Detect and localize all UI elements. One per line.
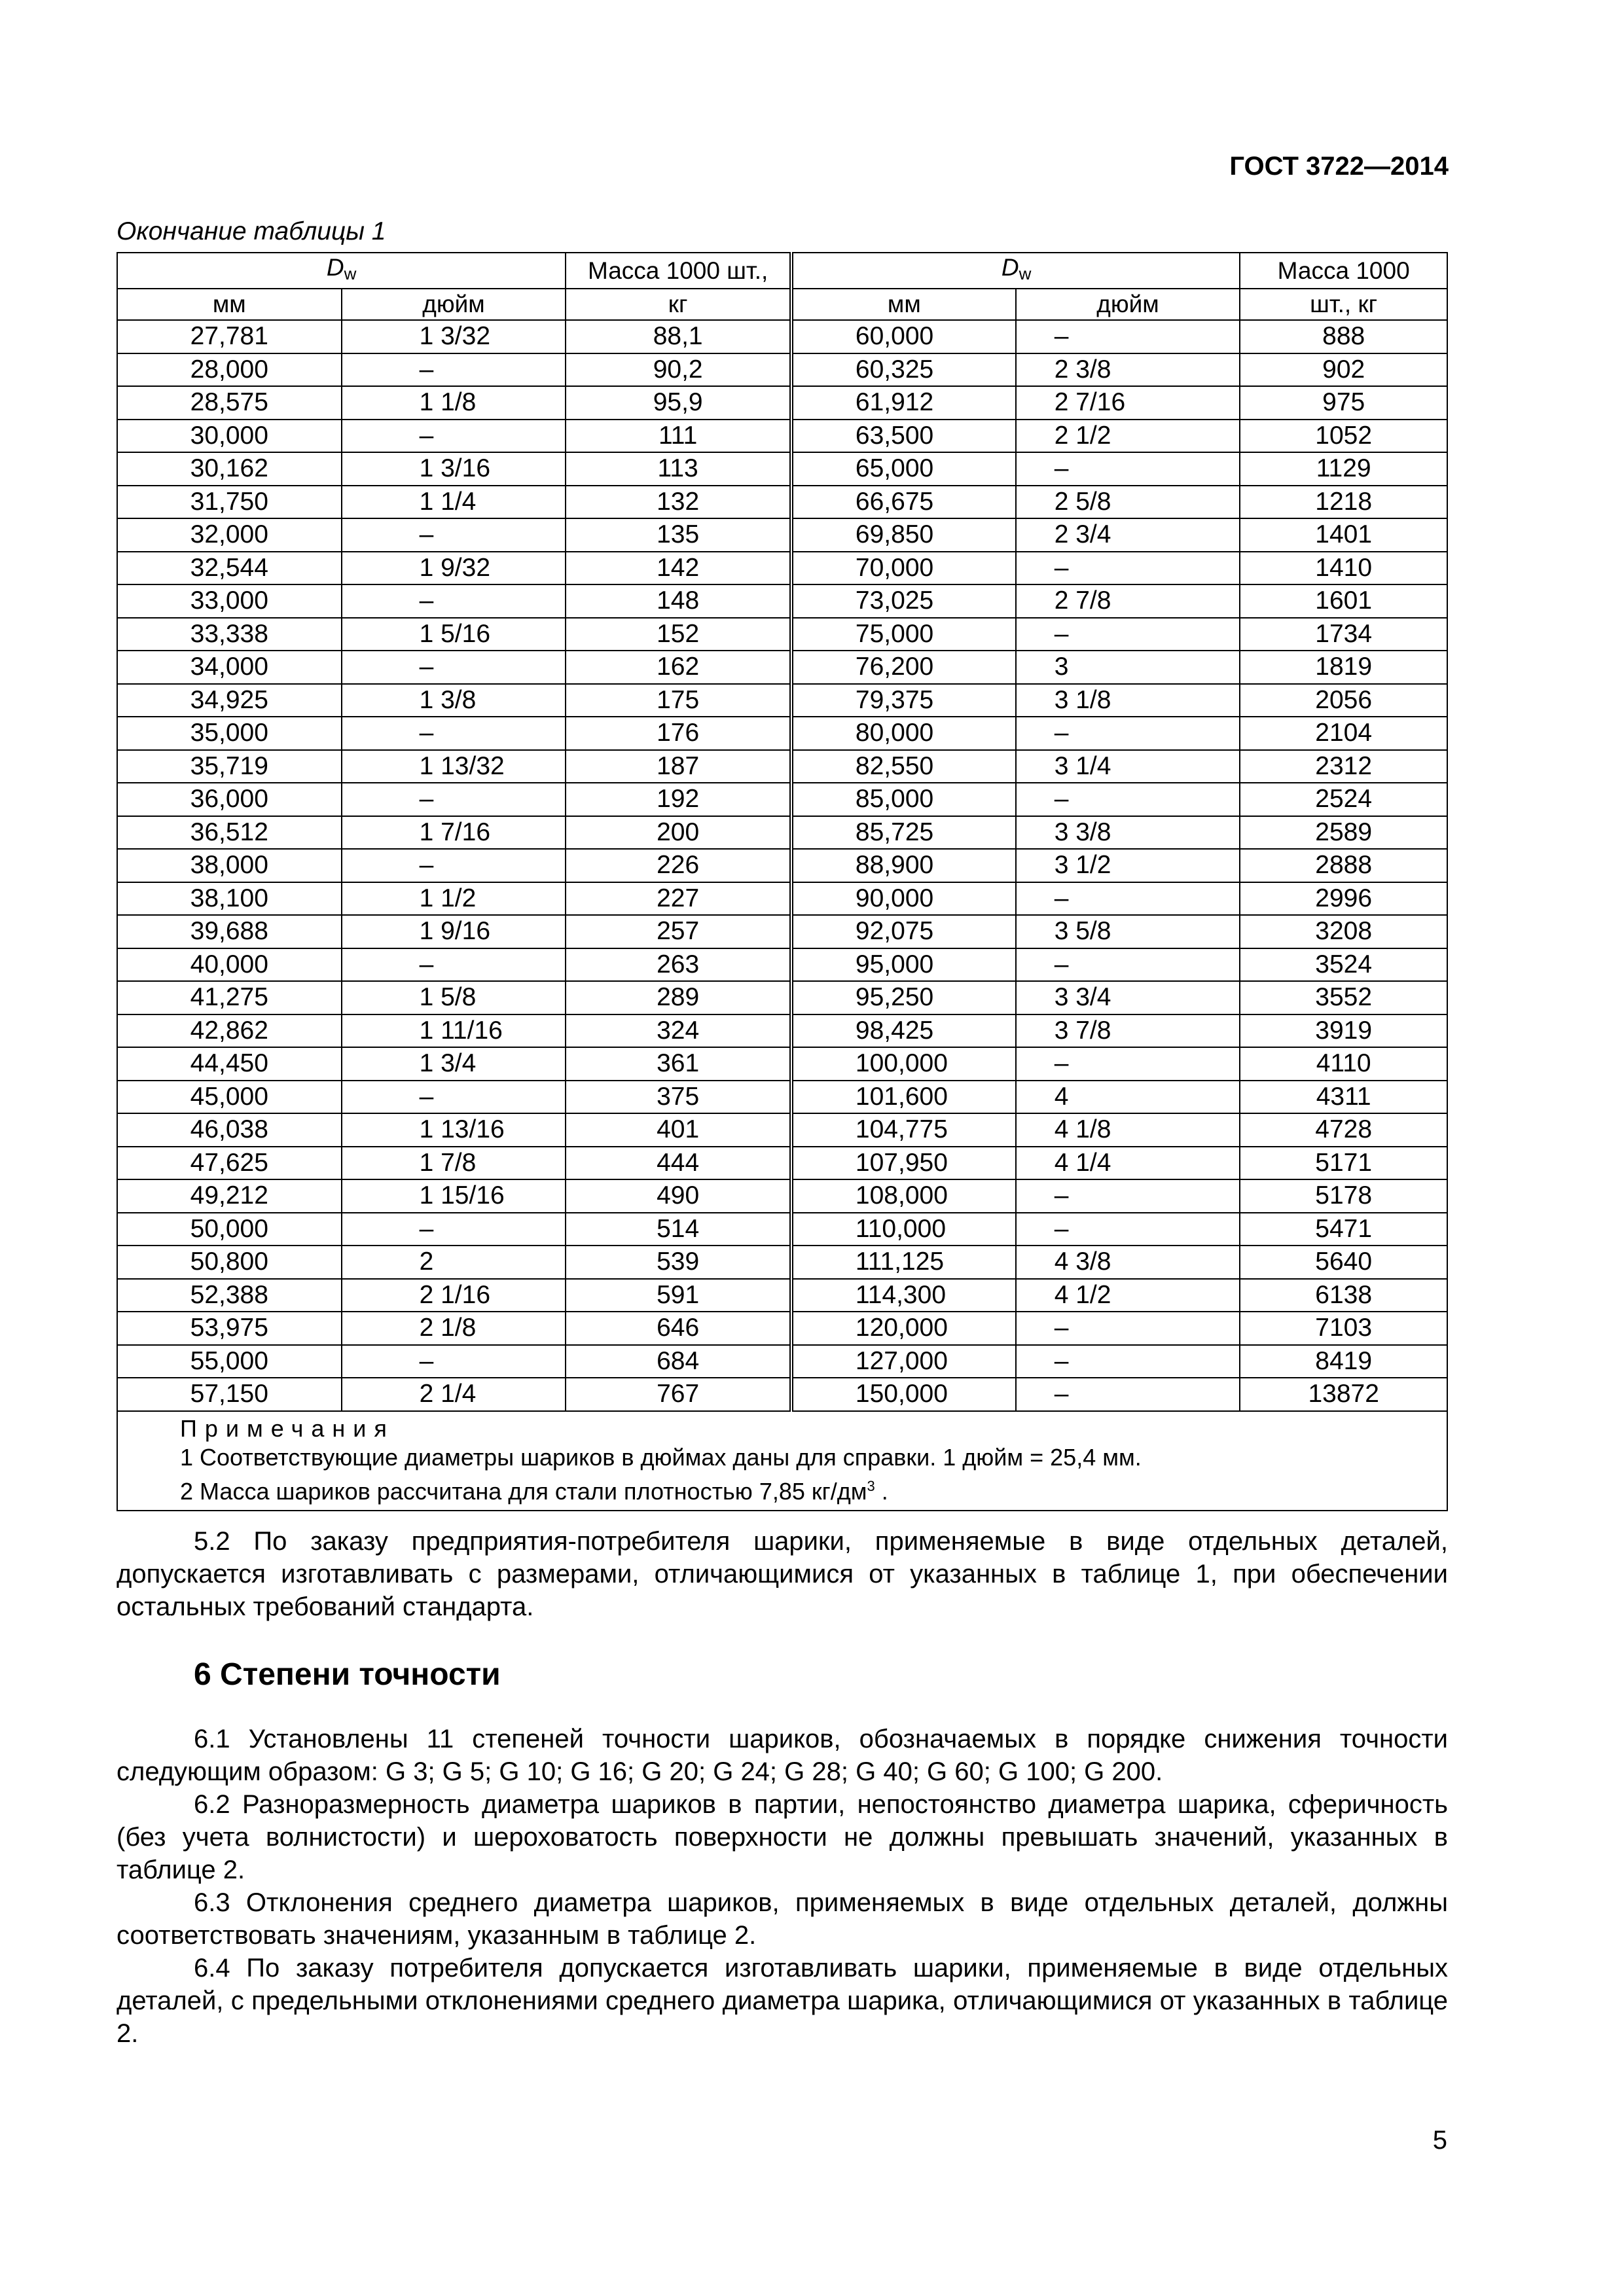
table-cell: 70,000 <box>791 552 1016 585</box>
table-cell: 60,325 <box>791 353 1016 387</box>
table-cell: 2312 <box>1240 750 1447 783</box>
table-cell: – <box>1016 320 1240 353</box>
table-cell: 63,500 <box>791 420 1016 453</box>
table-cell: 32,000 <box>117 518 342 552</box>
table-row <box>117 518 1447 552</box>
table-cell: – <box>1016 717 1240 750</box>
table-cell: – <box>342 518 566 552</box>
header-mass-left: Масса 1000 шт., <box>566 253 791 289</box>
table-caption: Окончание таблицы 1 <box>117 217 386 245</box>
table-cell: 98,425 <box>791 1014 1016 1048</box>
table-cell: 120,000 <box>791 1312 1016 1345</box>
table-cell: – <box>342 1213 566 1246</box>
header-mass-right: Масса 1000 <box>1240 253 1447 289</box>
table-cell: 3 5/8 <box>1016 915 1240 948</box>
table-cell: 34,925 <box>117 684 342 717</box>
table-cell: 4 1/4 <box>1016 1147 1240 1180</box>
table-row <box>117 1312 1447 1345</box>
notes-title: Примечания <box>180 1414 395 1442</box>
table-row <box>117 981 1447 1014</box>
table-cell: 33,338 <box>117 618 342 651</box>
table-cell: 104,775 <box>791 1113 1016 1147</box>
table-cell: 1410 <box>1240 552 1447 585</box>
table-cell: 80,000 <box>791 717 1016 750</box>
table-cell: 175 <box>566 684 791 717</box>
table-cell: 41,275 <box>117 981 342 1014</box>
table-cell: 289 <box>566 981 791 1014</box>
table-cell: 2 3/8 <box>1016 353 1240 387</box>
table-cell: 57,150 <box>117 1378 342 1411</box>
table-row <box>117 750 1447 783</box>
table-cell: 32,544 <box>117 552 342 585</box>
table-row <box>117 1014 1447 1048</box>
table-cell: 88,900 <box>791 849 1016 882</box>
table-row <box>117 1179 1447 1213</box>
table-cell: 1 9/16 <box>342 915 566 948</box>
table-cell: 44,450 <box>117 1047 342 1081</box>
paragraph-6-4: 6.4 По заказу потребителя допускается изготавливать шарики, применяемые в виде отдельных деталей, с предельными отклонениями среднего диаметра шарика, отличающимися от указанных в таблице 2. <box>117 1954 1448 2048</box>
page-number: 5 <box>1432 2126 1447 2155</box>
table-row <box>117 1113 1447 1147</box>
table-cell: 30,162 <box>117 452 342 486</box>
table-cell: 1 1/2 <box>342 882 566 916</box>
table-cell: 1 3/4 <box>342 1047 566 1081</box>
table-cell: 49,212 <box>117 1179 342 1213</box>
table-cell: 50,800 <box>117 1246 342 1279</box>
table-cell: 111 <box>566 420 791 453</box>
table-cell: 192 <box>566 783 791 816</box>
table-cell: – <box>342 651 566 684</box>
table-cell: 4110 <box>1240 1047 1447 1081</box>
table-cell: 1 7/16 <box>342 816 566 850</box>
table-cell: 2104 <box>1240 717 1447 750</box>
table-cell: 2 1/16 <box>342 1279 566 1312</box>
table-row <box>117 486 1447 519</box>
table-cell: 3 3/4 <box>1016 981 1240 1014</box>
table-row <box>117 783 1447 816</box>
table-cell: 108,000 <box>791 1179 1016 1213</box>
table-row <box>117 684 1447 717</box>
table-cell: – <box>342 783 566 816</box>
table-cell: 3 1/4 <box>1016 750 1240 783</box>
table-cell: 3552 <box>1240 981 1447 1014</box>
table-cell: 3524 <box>1240 948 1447 982</box>
table-cell: 539 <box>566 1246 791 1279</box>
table-cell: 1 13/32 <box>342 750 566 783</box>
table-cell: 52,388 <box>117 1279 342 1312</box>
table-cell: 5178 <box>1240 1179 1447 1213</box>
table-row <box>117 452 1447 486</box>
header-mm-right: мм <box>791 289 1016 320</box>
table-body <box>117 253 1447 1411</box>
table-cell: 28,000 <box>117 353 342 387</box>
table-cell: 73,025 <box>791 584 1016 618</box>
table-cell: 1 13/16 <box>342 1113 566 1147</box>
table-cell: – <box>1016 1312 1240 1345</box>
table-cell: 5171 <box>1240 1147 1447 1180</box>
table-cell: 127,000 <box>791 1345 1016 1378</box>
table-cell: 65,000 <box>791 452 1016 486</box>
table-row <box>117 717 1447 750</box>
table-cell: 30,000 <box>117 420 342 453</box>
table-cell: – <box>1016 452 1240 486</box>
table-cell: 2 7/16 <box>1016 386 1240 420</box>
table-cell: 2 1/2 <box>1016 420 1240 453</box>
table-cell: 2056 <box>1240 684 1447 717</box>
table-cell: 263 <box>566 948 791 982</box>
header-dw-right: $D_w$ <box>791 253 1240 289</box>
table-row <box>117 584 1447 618</box>
table-cell: 27,781 <box>117 320 342 353</box>
table-cell: 324 <box>566 1014 791 1048</box>
table-row <box>117 651 1447 684</box>
table-cell: 1 11/16 <box>342 1014 566 1048</box>
table-cell: 4 <box>1016 1081 1240 1114</box>
table-cell: 1 1/8 <box>342 386 566 420</box>
ball-mass-table <box>117 252 1448 1511</box>
table-cell: 1 5/16 <box>342 618 566 651</box>
section-6-title: 6 Степени точности <box>194 1657 501 1692</box>
header-dw-left: $D_w$ <box>117 253 566 289</box>
table-cell: 101,600 <box>791 1081 1016 1114</box>
table-cell: 1052 <box>1240 420 1447 453</box>
table-cell: 444 <box>566 1147 791 1180</box>
table-cell: 95,000 <box>791 948 1016 982</box>
table-cell: 42,862 <box>117 1014 342 1048</box>
table-cell: 1601 <box>1240 584 1447 618</box>
table-cell: 162 <box>566 651 791 684</box>
table-cell: 28,575 <box>117 386 342 420</box>
table-cell: 490 <box>566 1179 791 1213</box>
header-mm-left: мм <box>117 289 342 320</box>
table-cell: 45,000 <box>117 1081 342 1114</box>
table-cell: 66,675 <box>791 486 1016 519</box>
table-cell: 114,300 <box>791 1279 1016 1312</box>
table-cell: 1 15/16 <box>342 1179 566 1213</box>
header-mass-right-unit: шт., кг <box>1240 289 1447 320</box>
table-cell: 82,550 <box>791 750 1016 783</box>
table-cell: 88,1 <box>566 320 791 353</box>
table-cell: – <box>1016 1345 1240 1378</box>
table-cell: 1 3/16 <box>342 452 566 486</box>
table-row <box>117 1081 1447 1114</box>
table-cell: 2 7/8 <box>1016 584 1240 618</box>
table-cell: – <box>1016 1378 1240 1411</box>
table-cell: 95,250 <box>791 981 1016 1014</box>
table-cell: 95,9 <box>566 386 791 420</box>
table-cell: 3919 <box>1240 1014 1447 1048</box>
section-6-body <box>117 1723 1448 2050</box>
table-cell: 4728 <box>1240 1113 1447 1147</box>
table-cell: 113 <box>566 452 791 486</box>
table-cell: 1 7/8 <box>342 1147 566 1180</box>
table-cell: 6138 <box>1240 1279 1447 1312</box>
table-cell: 38,000 <box>117 849 342 882</box>
table-cell: 975 <box>1240 386 1447 420</box>
table-cell: 142 <box>566 552 791 585</box>
table-row <box>117 320 1447 353</box>
table-cell: 3208 <box>1240 915 1447 948</box>
table-notes-row <box>117 1411 1447 1511</box>
table-cell: 47,625 <box>117 1147 342 1180</box>
table-cell: 38,100 <box>117 882 342 916</box>
table-cell: 2 3/4 <box>1016 518 1240 552</box>
table-cell: 46,038 <box>117 1113 342 1147</box>
table-cell: 36,000 <box>117 783 342 816</box>
table-cell: 79,375 <box>791 684 1016 717</box>
table-row <box>117 1047 1447 1081</box>
table-cell: 85,000 <box>791 783 1016 816</box>
table-cell: – <box>342 420 566 453</box>
table-cell: – <box>1016 618 1240 651</box>
table-cell: 76,200 <box>791 651 1016 684</box>
table-cell: 50,000 <box>117 1213 342 1246</box>
table-cell: – <box>1016 1213 1240 1246</box>
table-cell: 2589 <box>1240 816 1447 850</box>
table-header-row-2 <box>117 289 1447 320</box>
table-cell: – <box>1016 1179 1240 1213</box>
table-row <box>117 386 1447 420</box>
table-cell: 5640 <box>1240 1246 1447 1279</box>
table-cell: – <box>342 948 566 982</box>
table-cell: 1 5/8 <box>342 981 566 1014</box>
table-cell: 2 1/8 <box>342 1312 566 1345</box>
table-cell: 5471 <box>1240 1213 1447 1246</box>
paragraph-6-2: 6.2 Разноразмерность диаметра шариков в партии, непостоянство диаметра шарика, сферичность (без учета волнистости) и шероховатость поверхности не должны превышать значений, указанных в таблице 2. <box>117 1790 1448 1884</box>
table-cell: 69,850 <box>791 518 1016 552</box>
table-cell: 226 <box>566 849 791 882</box>
table-cell: 3 1/8 <box>1016 684 1240 717</box>
table-cell: – <box>342 1081 566 1114</box>
table-cell: 2996 <box>1240 882 1447 916</box>
table-cell: 4 3/8 <box>1016 1246 1240 1279</box>
note-2: 2 Масса шариков рассчитана для стали плотностью 7,85 $кг/дм^3$ . <box>180 1477 888 1505</box>
table-cell: 888 <box>1240 320 1447 353</box>
table-row <box>117 816 1447 850</box>
table-row <box>117 1147 1447 1180</box>
table-cell: 2 5/8 <box>1016 486 1240 519</box>
table-cell: 3 <box>1016 651 1240 684</box>
table-cell: 111,125 <box>791 1246 1016 1279</box>
table-cell: 2 1/4 <box>342 1378 566 1411</box>
table-cell: 3 1/2 <box>1016 849 1240 882</box>
table-cell: 200 <box>566 816 791 850</box>
table-cell: 1 1/4 <box>342 486 566 519</box>
table-row <box>117 882 1447 916</box>
table-cell: 13872 <box>1240 1378 1447 1411</box>
table-cell: 100,000 <box>791 1047 1016 1081</box>
table-row <box>117 849 1447 882</box>
table-cell: 401 <box>566 1113 791 1147</box>
table-cell: 3 3/8 <box>1016 816 1240 850</box>
table-row <box>117 1246 1447 1279</box>
table-cell: 61,912 <box>791 386 1016 420</box>
table-cell: 1129 <box>1240 452 1447 486</box>
table-cell: 1819 <box>1240 651 1447 684</box>
table-cell: 135 <box>566 518 791 552</box>
table-row <box>117 618 1447 651</box>
table-cell: 92,075 <box>791 915 1016 948</box>
table-cell: 591 <box>566 1279 791 1312</box>
table-cell: 176 <box>566 717 791 750</box>
table-cell: 1401 <box>1240 518 1447 552</box>
table-cell: 4 1/2 <box>1016 1279 1240 1312</box>
table-cell: 2888 <box>1240 849 1447 882</box>
table-cell: 31,750 <box>117 486 342 519</box>
table-cell: – <box>342 584 566 618</box>
table-cell: 85,725 <box>791 816 1016 850</box>
table-cell: 40,000 <box>117 948 342 982</box>
table-cell: 107,950 <box>791 1147 1016 1180</box>
paragraph-5-2: 5.2 По заказу предприятия-потребителя шарики, применяемые в виде отдельных деталей, допускается изготавливать с размерами, отличающимися от указанных в таблице 1, при обеспечении остальных требований стандарта. <box>117 1527 1448 1621</box>
paragraph-6-1: 6.1 Установлены 11 степеней точности шариков, обозначаемых в порядке снижения точности следующим образом: G 3; G 5; G 10; G 16; G 20; G 24; G 28; G 40; G 60; G 100; G 200. <box>117 1725 1448 1786</box>
table-cell: 767 <box>566 1378 791 1411</box>
table-cell: – <box>1016 783 1240 816</box>
table-cell: – <box>342 1345 566 1378</box>
table-row <box>117 1378 1447 1411</box>
table-cell: 33,000 <box>117 584 342 618</box>
table-row <box>117 420 1447 453</box>
table-cell: 361 <box>566 1047 791 1081</box>
table-cell: 1 9/32 <box>342 552 566 585</box>
table-cell: 150,000 <box>791 1378 1016 1411</box>
table-cell: 34,000 <box>117 651 342 684</box>
table-cell: 39,688 <box>117 915 342 948</box>
table-row <box>117 1279 1447 1312</box>
table-row <box>117 552 1447 585</box>
table-cell: – <box>1016 552 1240 585</box>
table-cell: 187 <box>566 750 791 783</box>
paragraph-6-3: 6.3 Отклонения среднего диаметра шариков, применяемых в виде отдельных деталей, должны соответствовать значениям, указанным в таблице 2. <box>117 1888 1448 1950</box>
table-cell: 36,512 <box>117 816 342 850</box>
table-cell: 7103 <box>1240 1312 1447 1345</box>
table-cell: 1 3/8 <box>342 684 566 717</box>
table-cell: 60,000 <box>791 320 1016 353</box>
table-cell: 514 <box>566 1213 791 1246</box>
table-cell: 375 <box>566 1081 791 1114</box>
table-cell: 148 <box>566 584 791 618</box>
table-cell: 152 <box>566 618 791 651</box>
table-cell: 2 <box>342 1246 566 1279</box>
table-cell: – <box>1016 882 1240 916</box>
table-row <box>117 948 1447 982</box>
table-cell: – <box>342 849 566 882</box>
table-row <box>117 353 1447 387</box>
table-cell: 53,975 <box>117 1312 342 1345</box>
table-cell: – <box>1016 1047 1240 1081</box>
document-code: ГОСТ 3722—2014 <box>1229 152 1449 181</box>
table-cell: 90,2 <box>566 353 791 387</box>
table-cell: 1 3/32 <box>342 320 566 353</box>
table-cell: 1734 <box>1240 618 1447 651</box>
table-cell: 75,000 <box>791 618 1016 651</box>
table-cell: 684 <box>566 1345 791 1378</box>
table-row <box>117 1345 1447 1378</box>
header-inch-left: дюйм <box>342 289 566 320</box>
table-cell: – <box>1016 948 1240 982</box>
table-notes <box>117 1411 1447 1511</box>
header-mass-left-unit: кг <box>566 289 791 320</box>
table-cell: 3 7/8 <box>1016 1014 1240 1048</box>
table-row <box>117 915 1447 948</box>
table-cell: 8419 <box>1240 1345 1447 1378</box>
table-cell: 35,000 <box>117 717 342 750</box>
table-cell: 110,000 <box>791 1213 1016 1246</box>
table-cell: 2524 <box>1240 783 1447 816</box>
table-cell: 227 <box>566 882 791 916</box>
table-cell: 4 1/8 <box>1016 1113 1240 1147</box>
header-inch-right: дюйм <box>1016 289 1240 320</box>
table-cell: 35,719 <box>117 750 342 783</box>
table-cell: – <box>342 353 566 387</box>
table-cell: – <box>342 717 566 750</box>
table-cell: 4311 <box>1240 1081 1447 1114</box>
table-cell: 132 <box>566 486 791 519</box>
table-cell: 902 <box>1240 353 1447 387</box>
table-cell: 257 <box>566 915 791 948</box>
table-cell: 55,000 <box>117 1345 342 1378</box>
table-cell: 90,000 <box>791 882 1016 916</box>
note-1: 1 Соответствующие диаметры шариков в дюймах даны для справки. 1 дюйм = 25,4 мм. <box>180 1443 1142 1471</box>
table-header-row-1 <box>117 253 1447 289</box>
table-row <box>117 1213 1447 1246</box>
table-cell: 1218 <box>1240 486 1447 519</box>
table-cell: 646 <box>566 1312 791 1345</box>
